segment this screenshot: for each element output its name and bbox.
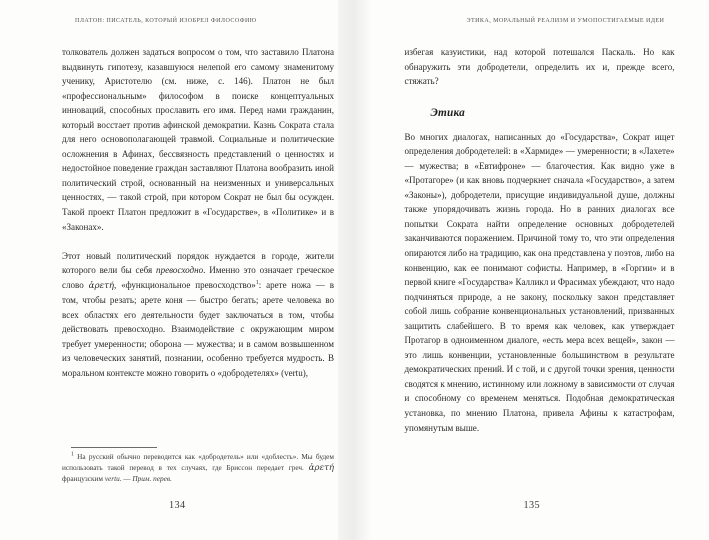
- footnote-segment: На русский обычно переводится как «добродетель» или «доблесть». Мы будем использовать такой перевод в тех случаях, где Бриссон передает греч.: [62, 453, 334, 473]
- emphasis-prevoskhodno: превосходно: [156, 265, 204, 276]
- paragraph: толкователь должен задаться вопросом о том, что заставило Платона выдвинуть гипотезу, казавшуюся нелепой его самому знаменитому ученику, Аристотелю (см. ниже, с. 146). Платон не был «профессиональным» философом в поиске концептуальных инноваций, способных прославить его имя. Перед нами гражданин, который восстает против афинской демократии. Казнь Сократа стала для него основополагающей травмой. Социальные и политические осложнения в Афинах, бессвязность представлений о ценностях и недостойное поведение граждан заставляют Платона вообразить иной политический строй, основанный на неизменных и универсальных ценностях, — такой строй, при котором Сократ не был бы осужден. Такой проект Платон предложит в «Государстве», в «Политике» и в «Законах».: [62, 47, 334, 232]
- paragraph-segment: . Именно это означает греческое слово: [62, 265, 334, 290]
- paragraph: [62, 249, 334, 381]
- paragraph: Во многих диалогах, написанных до «Государства», Сократ ищет определения добродетелей: в «Хармиде» — умеренности; в «Лахете» — мужества; в «Евтифроне» — благочестия. Как видно уже в «Протагоре» (и как вновь подчеркнет сначала «Государство», а затем «Законы»), добродетели, присущие индивидуальной душе, должны также упорядочивать жизнь города. Но в ранних диалогах все попытки Сократа найти определение основных добродетелей заканчиваются поражением. Причиной тому то, что эти определения опираются либо на традицию, как она представлена у поэтов, либо на конвенцию, как ее понимают софисты. Например, в «Горгии» и в первой книге «Государства» Калликл и Фрасимах убеждают, что надо подчиняться природе, а не закону, поскольку закон представляет собой лишь собрание конвенциональных установлений, призванных защитить слабейшего. В то время как человек, как утверждает Протагор в одноименном диалоге, «есть мера всех вещей», закон — это лишь конвенции, установленные большинством в результате демократических прений. И с той, и с другой точки зрения, ценности сводятся к мнению, истинному или ложному в зависимости от случая и способному со временем меняться. Подобная демократическая установка, по мнению Платона, привела Афины к катастрофам, упомянутым выше.: [404, 131, 675, 433]
- emphasis-vertu: vertu: [104, 475, 120, 484]
- paragraph-segment: : арете ножа — в том, чтобы резать; арете коня — быстро бегать; арете человека во всех областях его деятельности будет заключаться в том, чтобы действовать превосходно. Взаимодействие с окружающим миром требует умеренности; оборона — мужества; и в самом возвышенном из человеческих занятий, познании, особенно требуется мудрость. В моральном контексте можно говорить о «добродетелях» (vertu),: [62, 279, 334, 378]
- paragraph: избегая казуистики, над которой потешался Паскаль. Но как обнаружить эти добродетели, определить их и, прежде всего, стяжать?: [404, 47, 675, 87]
- footnote-segment: французским: [62, 475, 105, 484]
- section-heading-ethics: Этика: [430, 106, 466, 119]
- page-number-right: 135: [523, 500, 540, 511]
- translator-note-label: Прим. перев.: [132, 475, 172, 484]
- paragraph-segment: Этот новый политический порядок нуждается в городе, жители которого вели бы себя: [62, 250, 334, 276]
- running-head-left: ПЛАТОН: ПИСАТЕЛЬ, КОТОРЫЙ ИЗОБРЕЛ ФИЛОСОФИЮ: [75, 18, 257, 24]
- greek-word-arete: ἀρετή: [88, 280, 115, 291]
- footnote-marker[interactable]: 1: [255, 279, 259, 286]
- footnote-rule: [71, 447, 157, 448]
- page-number-left: 134: [169, 500, 186, 511]
- footnote-number: 1: [71, 451, 74, 458]
- left-text-block: [62, 45, 334, 380]
- paragraph-segment: , «функциональное превосходство»: [114, 279, 256, 290]
- running-head-right: ЭТИКА, МОРАЛЬНЫЙ РЕАЛИЗМ И УМОПОСТИГАЕМЫЕ ИДЕИ: [466, 18, 665, 24]
- right-text-block: [405, 45, 675, 435]
- right-page: [355, 0, 709, 540]
- greek-word-arete: ἀρετή: [308, 463, 334, 474]
- footnote-text: [62, 452, 334, 486]
- footnote-area: [62, 447, 334, 486]
- footnote-segment: . —: [119, 475, 133, 484]
